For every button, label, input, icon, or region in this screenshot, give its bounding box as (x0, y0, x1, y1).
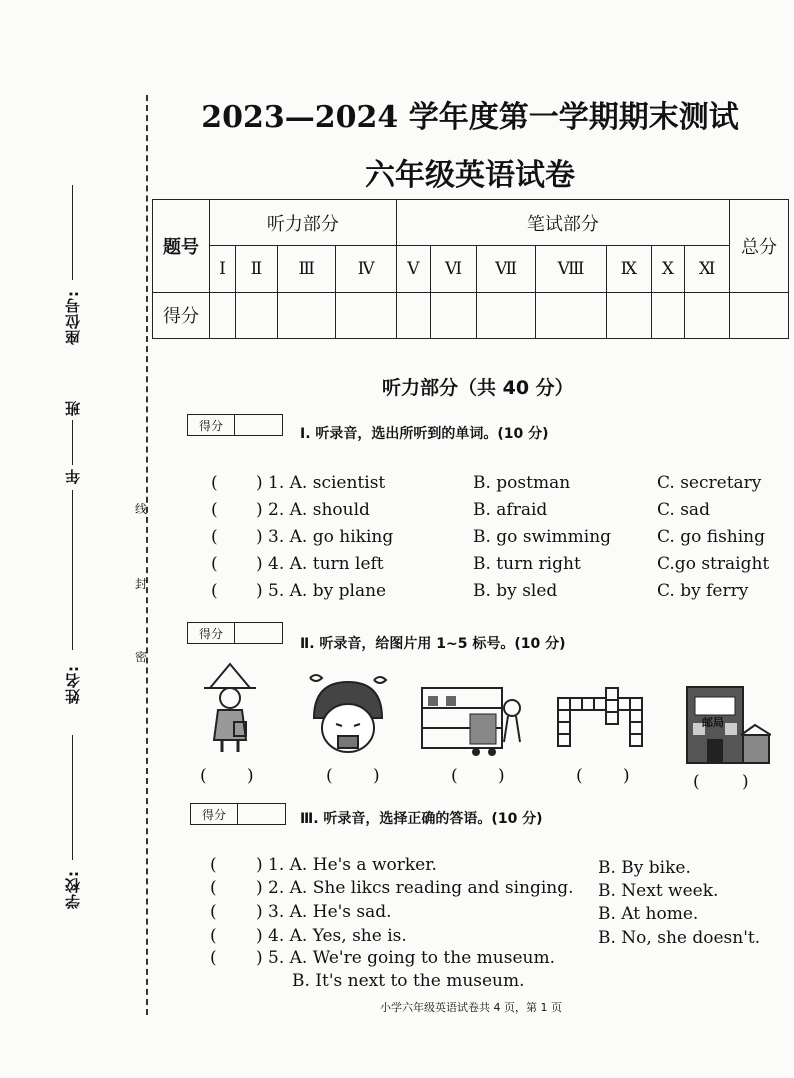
q3-item-1-b: B. By bike. (598, 858, 691, 878)
picture-answer-1-open[interactable]: ( (200, 766, 207, 786)
seal-char-line: 线 (135, 502, 148, 516)
q3-item-2: ) 2. A. She likcs reading and singing. (256, 878, 574, 898)
q1-scorebox (187, 414, 283, 436)
q1-item-3: ) 3. A. go hiking (256, 527, 394, 547)
answer-paren[interactable]: ( (211, 581, 218, 601)
q1-item-1: ) 1. A. scientist (256, 473, 386, 493)
score-cell[interactable] (430, 292, 476, 338)
q1-item-2-b: B. afraid (473, 500, 548, 520)
post-office-picture (685, 685, 771, 765)
seal-char-secret: 密 (135, 650, 148, 664)
class-field[interactable] (72, 420, 73, 465)
score-cell[interactable] (336, 292, 396, 338)
picture-answer-3-open[interactable]: ( (451, 766, 458, 786)
q3-item-3-b: B. At home. (598, 904, 699, 924)
score-cell[interactable] (210, 292, 236, 338)
q1-item-1-b: B. postman (473, 473, 571, 493)
seat-field[interactable] (72, 185, 73, 280)
col-1: Ⅰ (210, 246, 236, 292)
picture-answer-1-close: ) (247, 766, 254, 786)
score-cell[interactable] (396, 292, 430, 338)
q3-item-1: ) 1. A. He's a worker. (256, 855, 437, 875)
picture-answer-3-close: ) (498, 766, 505, 786)
q3-item-4-b: B. No, she doesn't. (598, 928, 761, 948)
score-cell[interactable] (477, 292, 536, 338)
q1-item-4-b: B. turn right (473, 554, 581, 574)
listening-section-title: 听力部分（共 40 分） (382, 377, 574, 399)
answer-paren[interactable]: ( (210, 855, 217, 875)
q1-item-5: ) 5. A. by plane (256, 581, 387, 601)
scorebox-label: 得分 (188, 415, 235, 435)
q1-item-4: ) 4. A. turn left (256, 554, 384, 574)
q2-scorebox (187, 622, 283, 644)
score-cell[interactable] (535, 292, 606, 338)
q3-item-5-b: B. It's next to the museum. (292, 971, 525, 991)
answer-paren[interactable]: ( (211, 473, 218, 493)
writing-header: 笔试部分 (396, 200, 729, 246)
col-5: Ⅴ (396, 246, 430, 292)
binding-dashed-line (146, 95, 148, 1015)
answer-paren[interactable]: ( (210, 878, 217, 898)
picture-answer-2-open[interactable]: ( (326, 766, 333, 786)
listening-header: 听力部分 (210, 200, 397, 246)
picture-answer-5-open[interactable]: ( (693, 772, 700, 792)
q1-item-2-c: C. sad (657, 500, 710, 520)
grade-label: 年 (64, 468, 82, 484)
col-6: Ⅵ (430, 246, 476, 292)
answer-paren[interactable]: ( (210, 926, 217, 946)
score-cell[interactable] (730, 292, 789, 338)
score-table (152, 199, 789, 339)
picture-answer-5-close: ) (742, 772, 749, 792)
col-3: Ⅲ (278, 246, 336, 292)
total-header: 总分 (730, 200, 789, 293)
q1-item-5-c: C. by ferry (657, 581, 749, 601)
picture-answer-2-close: ) (373, 766, 380, 786)
name-field[interactable] (72, 735, 73, 860)
answer-paren[interactable]: ( (210, 948, 217, 968)
score-cell[interactable] (607, 292, 652, 338)
grade-field[interactable] (72, 490, 73, 650)
picture-answer-4-close: ) (623, 766, 630, 786)
score-cell[interactable] (685, 292, 730, 338)
school-label: 学校: (64, 870, 82, 909)
col-9: Ⅸ (607, 246, 652, 292)
q3-scorebox (190, 803, 286, 825)
answer-paren[interactable]: ( (211, 500, 218, 520)
col-2: Ⅱ (235, 246, 277, 292)
col-11: Ⅺ (685, 246, 730, 292)
class-label: 班 (64, 400, 82, 416)
exam-title: 2023—2024 学年度第一学期期末测试 (201, 100, 739, 135)
answer-paren[interactable]: ( (210, 902, 217, 922)
score-cell[interactable] (278, 292, 336, 338)
score-cell[interactable] (235, 292, 277, 338)
q1-heading: Ⅰ. 听录音，选出所听到的单词。(10 分) (300, 426, 549, 442)
hiking-girl-picture (200, 660, 260, 755)
score-cell[interactable] (651, 292, 685, 338)
col-4: Ⅳ (336, 246, 396, 292)
q1-item-5-b: B. by sled (473, 581, 558, 601)
q3-heading: Ⅲ. 听录音，选择正确的答语。(10 分) (300, 811, 543, 827)
sad-girl-picture (300, 672, 395, 757)
seal-char-seal: 封 (135, 577, 148, 591)
col-7: Ⅶ (477, 246, 536, 292)
q1-item-1-c: C. secretary (657, 473, 762, 493)
page-footer: 小学六年级英语试卷共 4 页，第 1 页 (380, 1001, 562, 1014)
q1-item-2: ) 2. A. should (256, 500, 370, 520)
q2-heading: Ⅱ. 听录音，给图片用 1~5 标号。(10 分) (300, 636, 566, 652)
answer-paren[interactable]: ( (211, 527, 218, 547)
answer-paren[interactable]: ( (211, 554, 218, 574)
q3-item-5: ) 5. A. We're going to the museum. (256, 948, 555, 968)
q1-item-3-c: C. go fishing (657, 527, 766, 547)
scorebox-label: 得分 (191, 804, 238, 824)
exam-subtitle: 六年级英语试卷 (365, 158, 575, 193)
col-8: Ⅷ (535, 246, 606, 292)
picture-answer-4-open[interactable]: ( (576, 766, 583, 786)
name-label: 姓名: (64, 665, 82, 704)
q3-item-3: ) 3. A. He's sad. (256, 902, 392, 922)
post-office-sign: 邮局 (702, 716, 724, 729)
scorebox-label: 得分 (188, 623, 235, 643)
supermarket-picture (420, 686, 528, 758)
col-10: Ⅹ (651, 246, 685, 292)
q3-item-2-b: B. Next week. (598, 881, 719, 901)
q1-item-3-b: B. go swimming (473, 527, 612, 547)
q3-item-4: ) 4. A. Yes, she is. (256, 926, 407, 946)
score-row-label: 得分 (153, 292, 210, 338)
street-map-picture (556, 686, 652, 750)
q1-item-4-c: C.go straight (657, 554, 770, 574)
seat-label: 座位号: (64, 290, 82, 345)
question-number-header: 题号 (153, 200, 210, 293)
